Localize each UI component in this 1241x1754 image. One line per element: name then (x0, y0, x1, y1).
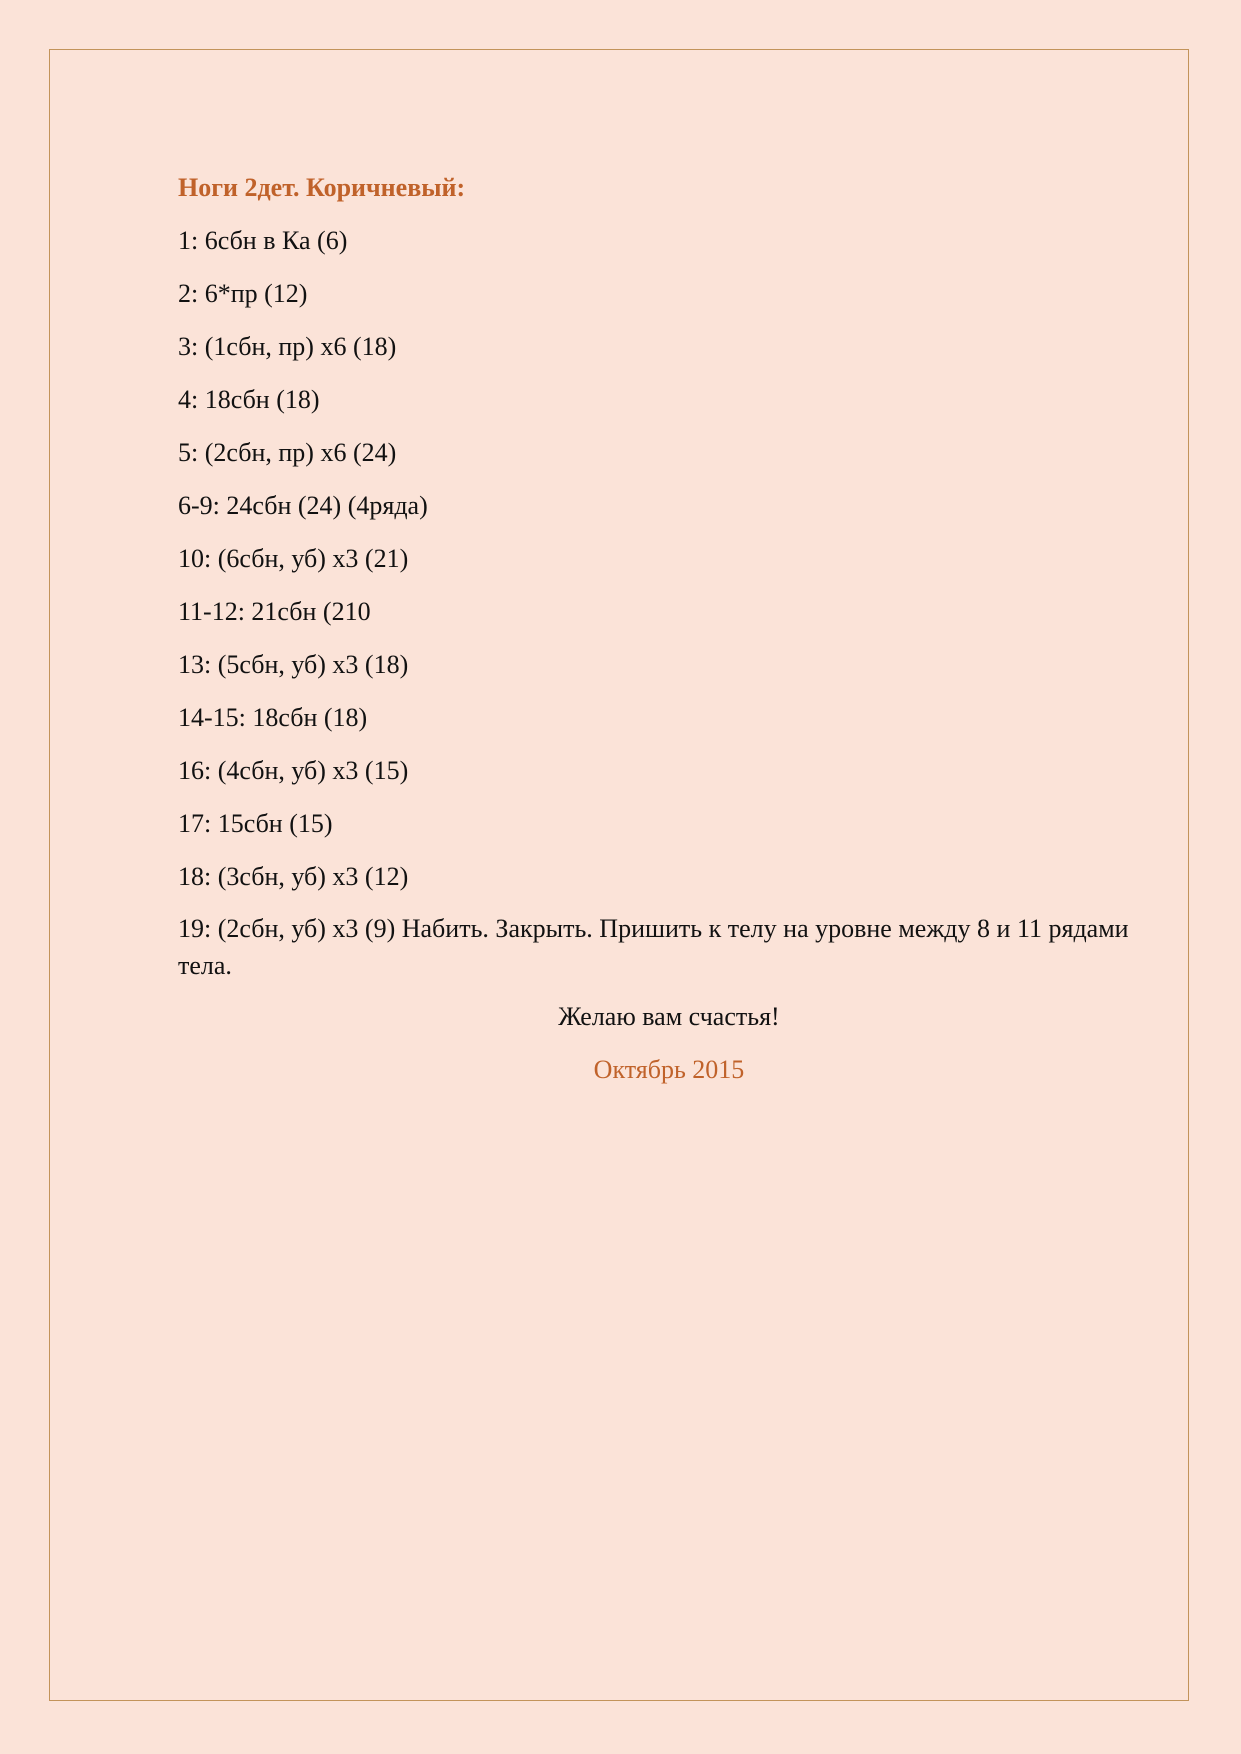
section-heading: Ноги 2дет. Коричневый: (178, 173, 466, 202)
document-body (178, 168, 1160, 1090)
pattern-row: 18: (3сбн, уб) х3 (12) (178, 862, 409, 891)
document-date: Октябрь 2015 (593, 1055, 745, 1084)
pattern-row: 2: 6*пр (12) (178, 279, 308, 308)
pattern-row: 5: (2сбн, пр) х6 (24) (178, 438, 397, 467)
pattern-row: 14-15: 18сбн (18) (178, 703, 368, 732)
pattern-row: 10: (6сбн, уб) х3 (21) (178, 544, 409, 573)
pattern-row: 19: (2сбн, уб) х3 (9) Набить. Закрыть. Пришить к телу на уровне между 8 и 11 рядами тела. (178, 914, 1129, 980)
pattern-row: 4: 18сбн (18) (178, 385, 320, 414)
closing-wish: Желаю вам счастья! (558, 1002, 780, 1031)
pattern-row: 11-12: 21сбн (210 (178, 597, 371, 626)
pattern-row: 1: 6сбн в Ка (6) (178, 226, 348, 255)
pattern-row: 16: (4сбн, уб) х3 (15) (178, 756, 409, 785)
pattern-row: 13: (5сбн, уб) х3 (18) (178, 650, 409, 679)
pattern-row: 6-9: 24сбн (24) (4ряда) (178, 491, 428, 520)
pattern-row: 3: (1сбн, пр) х6 (18) (178, 332, 397, 361)
pattern-row: 17: 15сбн (15) (178, 809, 333, 838)
